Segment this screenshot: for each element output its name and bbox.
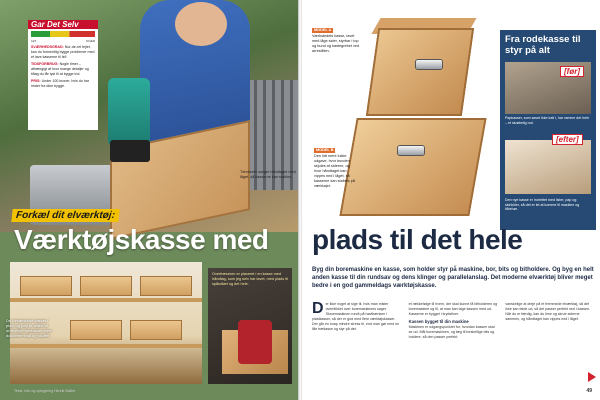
column-text: vanskelige at dreje på et fremmede elværktøj, så det ikke kan falde ud, så det passer perfekt ned i kassen. Når du er færdig, kan du lime og skrue siderne sammen, og håndtaget kan vippes ned i låget.	[505, 302, 591, 321]
router-caption: Overfræseren er placeret i en kasse med håndtag, som jeg selv har lavet, med plads til spåndtæt og det hele.	[212, 272, 288, 286]
body-column	[312, 302, 401, 340]
credit-footer: Tekst, foto og opbygning Henrik Møller	[14, 389, 76, 393]
after-caption: Den nye kasse er indrettet med lister, pap og skinkkler, så det er let at komme til maskine og tilbehør.	[505, 198, 580, 212]
after-tag: [efter]	[552, 134, 583, 145]
shelf-board	[10, 344, 202, 348]
model-b-tag: MODEL B	[316, 148, 334, 152]
drill-battery-image	[110, 140, 150, 162]
headline-left: Værktøjskasse med	[14, 224, 269, 255]
page-number: 49	[586, 388, 592, 394]
crate-image	[70, 320, 122, 340]
column-text: et rækkefølge til hvem, der skal kunne få bitholderen og boremaskine og til, at man kan tage kassen med ud. Kasserne er bygget i krydsfiner.	[408, 302, 498, 316]
scale-start-label: LET	[31, 39, 37, 43]
sidebar-title: Gar Det Selv	[28, 20, 98, 29]
box-b-image	[339, 118, 486, 216]
sidebar-item	[28, 78, 98, 90]
shelf-board	[10, 298, 202, 302]
intro-paragraph: Byg din boremaskine en kasse, som holder styr på maskine, bor, bits og bitholdere. Og byg en helt anden kasse til din rundsav og dens klinger og parallelanslag. Det moderne elværktøj bliver meget bedre i en god gammeldags værktøjskasse.	[312, 267, 594, 289]
dropcap: D	[312, 300, 324, 317]
model-a-label	[312, 28, 360, 54]
sidebar-item	[28, 61, 98, 78]
box-a-image	[366, 28, 474, 116]
sidebar-item	[28, 44, 98, 61]
body-columns	[312, 302, 594, 340]
before-after-sidebar	[500, 30, 596, 230]
right-page	[300, 0, 600, 400]
sidebar-item-heading: SVÆRHEDSGRAD:	[31, 45, 64, 49]
sidebar-item-text: Nor-de-ret fejlet, kan du formentlig bygge problemer med et lave kasserne til tid!	[31, 45, 95, 59]
crate-image	[80, 276, 132, 296]
headline-right: plads til det hele	[312, 224, 523, 255]
body-column	[409, 302, 498, 340]
sidebar-item-text: Nogle timer – afhængigt af hvor mange detaljer og tiltag du får lyst til at bygge ind.	[31, 62, 89, 76]
crate-image	[130, 320, 182, 340]
sidebar-item-heading: TIDSFORBRUG:	[31, 62, 59, 66]
handle-icon	[398, 146, 424, 155]
drill-image	[108, 78, 150, 146]
model-a-tag: MODEL A	[314, 28, 332, 32]
person-head-image	[175, 2, 227, 46]
column-text: er ikke noget at sige til, hvis man mister overblikket over boremaskinens sager. Skruemaskinen rundt på høvlbænken i plastkasser, så der er god med flere værktøjskasser. Der går en knap mindre stress til, end man gør med en lille trækasse og styr på det.	[312, 302, 400, 331]
photo-caption: Tænkeren sørger håndtaget med låget, så kasserne kan stables.	[240, 170, 296, 179]
scale-end-label: SVÆR	[85, 39, 95, 43]
shelf-caption: De forsænkede kasser i plast og pap er afløst af ordentlige trækasser med dokketerminal og skuffer.	[6, 318, 52, 338]
column-text: Maskinen er udgangspunktet for, hvordan kassen skal se ud. Mål boremaskinen, og læg til forskellige bits og holdere, så den passer perfekt.	[408, 325, 495, 339]
continue-arrow-icon	[588, 372, 596, 382]
model-b-text: Den lidt mere lukke udgave, hvor bunden skjules af siderne, og hvor håndtaget kan vippes ned i låget, så kasserne kan stables på værktøjet.	[314, 154, 355, 188]
difficulty-scale	[31, 31, 95, 37]
sidebar-title: Fra rodekasse til styr på alt	[505, 34, 581, 56]
after-photo	[505, 140, 591, 194]
model-a-text: Værkstedets kasse, lavet med låge sider, styrbar i top og bund og kastegrebet ved arrestitlen.	[312, 34, 360, 53]
crate-image	[140, 276, 192, 296]
model-b-label	[314, 148, 358, 189]
sidebar-item-heading: PRIS:	[31, 79, 41, 83]
section-heading: Kassen bygget til din maskine	[408, 319, 469, 324]
tagline: Forkæl dit elværktøj:	[11, 209, 119, 222]
before-caption: Papkasser, som savet ikke kalt i, har ramme det hele – et skrøbelig rod.	[505, 116, 590, 125]
handle-icon	[416, 60, 442, 69]
router-image	[238, 320, 272, 364]
spine	[298, 0, 302, 400]
sidebar-item-text: Under 100 kroner, hvis du har rester fra dine bygge.	[31, 79, 89, 88]
difficulty-sidebar	[28, 20, 98, 130]
crate-image	[20, 276, 72, 296]
body-column	[505, 302, 594, 340]
before-tag: [før]	[560, 66, 584, 77]
